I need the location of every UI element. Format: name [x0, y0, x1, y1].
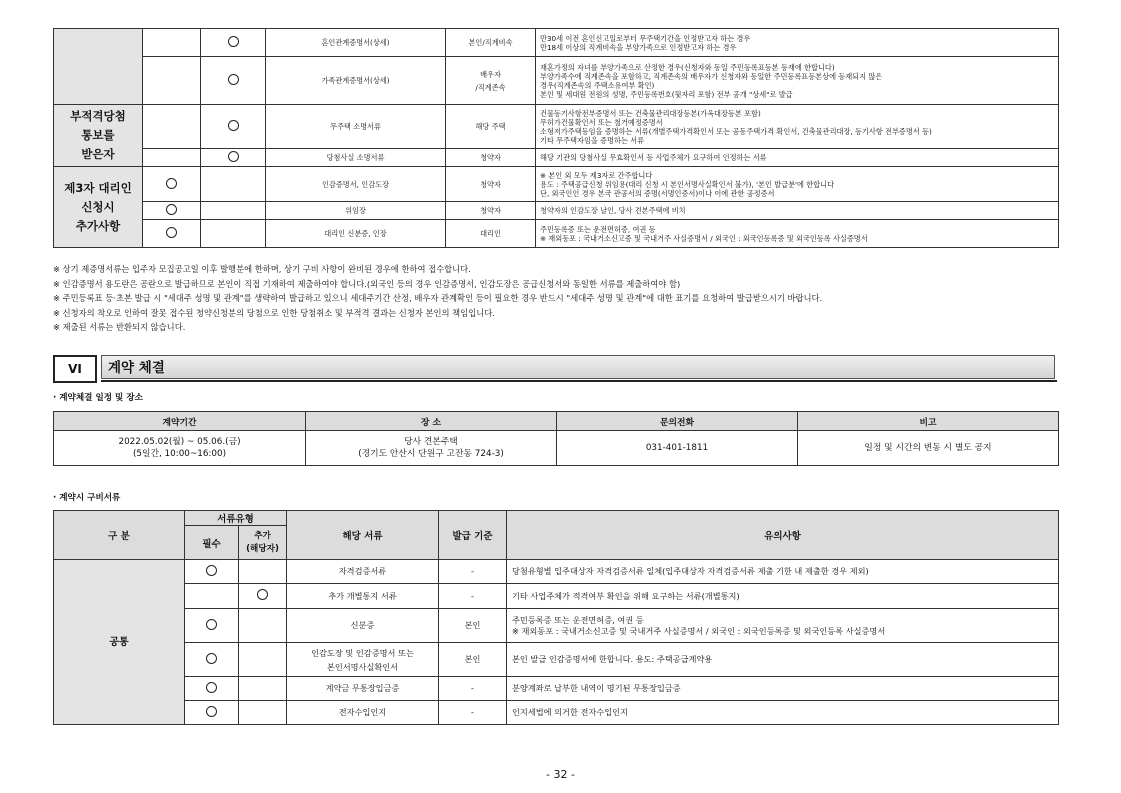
check-cell [239, 560, 287, 584]
column-header: 서류유형 [185, 511, 287, 526]
note-line: 인지세법에 의거한 전자수입인지 [512, 707, 628, 717]
table-row [54, 167, 1059, 202]
table-row [54, 701, 1059, 725]
column-header: 장 소 [306, 412, 557, 431]
doc-name: 인감도장 및 인감증명서 또는 본인서명사실확인서 [287, 643, 439, 677]
schedule-subtitle: · 계약체결 일정 및 장소 [53, 393, 143, 403]
circle-mark-icon [166, 178, 177, 189]
section-rule [101, 380, 1057, 382]
issuer: 본인 [439, 609, 507, 643]
note-line: 만18세 이상의 직계비속을 부양가족으로 인정받고자 하는 경우 [540, 42, 737, 52]
check-cell [185, 609, 239, 643]
place-line: (경기도 안산시 단원구 고잔동 724-3) [358, 449, 504, 459]
column-header: 발급 기준 [439, 511, 507, 560]
period-line: (5일간, 10:00~16:00) [132, 449, 227, 459]
check-cell [201, 105, 266, 149]
table-row [54, 149, 1059, 167]
circle-mark-icon [166, 227, 177, 238]
doc-name: 전자수입인지 [287, 701, 439, 725]
note-line: 건물등기사항전부증명서 또는 건축물관리대장등본(가옥대장등본 포함) [540, 108, 761, 118]
circle-mark-icon [206, 706, 217, 717]
issuer: - [439, 677, 507, 701]
circle-mark-icon [257, 589, 268, 600]
check-cell [201, 202, 266, 220]
note-line: 무허가건물확인서 또는 철거예정증명서 [540, 117, 663, 127]
footnote: ※ 제출된 서류는 반환되지 않습니다. [53, 322, 186, 333]
note-line: 재혼가정의 자녀를 부양가족으로 산정한 경우(신청자와 동일 주민등록표등본 등재에 한합니다) [540, 62, 835, 72]
table-row [54, 220, 1059, 248]
contract-docs-table [53, 510, 1059, 725]
note-line: ※ 재외동포 : 국내거소신고증 및 국내거주 사실증명서 / 외국인 : 외국인등록증 및 외국인등록 사실증명서 [512, 625, 886, 636]
doc-name: 자격검증서류 [287, 560, 439, 584]
doc-name: 계약금 무통장입금증 [287, 677, 439, 701]
doc-target: 해당 주택 [446, 105, 536, 149]
note-line: 기타 사업주체가 적격여부 확인을 위해 요구하는 서류(개별통지) [512, 590, 740, 601]
table-row [54, 57, 1059, 105]
note-line: 당첨유형별 입주대상자 자격검증서류 일체(입주대상자 자격검증서류 제출 기한 내 제출한 경우 제외) [512, 566, 869, 576]
group-cell-blank [54, 29, 143, 105]
note-line: 경우(직계존속의 주택소유여부 확인) [540, 80, 655, 90]
contract-schedule-table [53, 411, 1059, 466]
circle-mark-icon [228, 74, 239, 85]
check-cell [201, 167, 266, 202]
contract-period [54, 431, 306, 466]
doc-target: 청약자 [446, 202, 536, 220]
circle-mark-icon [166, 204, 177, 215]
circle-mark-icon [206, 565, 217, 576]
column-header: 필수 [185, 526, 239, 560]
check-cell [185, 584, 239, 609]
note-line: 본인 및 세대원 전원의 성명, 주민등록번호(뒷자리 포함) 전부 공개 "상세"로 발급 [540, 89, 793, 99]
note-line: ※ 재외동포 : 국내거소신고증 및 국내거주 사실증명서 / 외국인 : 외국인등록증 및 외국인등록 사실증명서 [540, 233, 868, 243]
doc-name: 대리인 신분증, 인장 [266, 220, 446, 248]
doc-name: 무주택 소명서류 [266, 105, 446, 149]
note-line: 단, 외국인인 경우 본국 관공서의 증명(서명인증서)이나 이에 관한 공정증서 [540, 188, 775, 198]
column-header: 계약기간 [54, 412, 306, 431]
note-line: ※ 본인 외 모두 제3자로 간주합니다 [540, 170, 653, 180]
note-line: 부양가족수에 직계존속을 포함하고, 직계존속의 배우자가 신청자와 동일한 주민등록표등본상에 등재되지 않은 [540, 71, 883, 81]
note-line: 해당 기관의 당첨사실 무효확인서 등 사업주체가 요구하여 인정하는 서류 [540, 153, 767, 162]
column-header: 문의전화 [557, 412, 798, 431]
note-line: 만30세 이전 혼인신고일로부터 무주택기간을 인정받고자 하는 경우 [540, 33, 751, 43]
section-header [53, 355, 1057, 381]
check-cell [201, 57, 266, 105]
check-cell [239, 584, 287, 609]
footnote: ※ 인감증명서 용도란은 공란으로 발급하므로 본인이 직접 기재하여 제출하여야 합니다.(외국인 등의 경우 인감증명서, 인감도장은 공급신청서와 동일한 서류를 제출하여야 함) [53, 278, 681, 289]
circle-mark-icon [206, 682, 217, 693]
footnote: ※ 주민등록표 등·초본 발급 시 "세대주 성명 및 관계"를 생략하여 발급하고 있으니 세대주기간 산정, 배우자 관계확인 등이 필요한 경우 반드시 "세대주 성명 및 관계"에 대한 표기를 요청하여 발급받으시기 바랍니다. [53, 293, 823, 304]
table-header-row [54, 412, 1059, 431]
table-row [54, 29, 1059, 57]
circle-mark-icon [206, 653, 217, 664]
doc-name: 신분증 [287, 609, 439, 643]
column-header: 비고 [798, 412, 1059, 431]
note-line: 소형저가주택등임을 증명하는 서류(개별주택가격확인서 또는 공동주택가격 확인서, 건축물관리대장, 등기사항 전부증명서 등) [540, 126, 932, 136]
check-cell [239, 677, 287, 701]
check-cell [185, 677, 239, 701]
issuer: - [439, 701, 507, 725]
table-row [54, 431, 1059, 466]
group-common: 공통 [54, 560, 185, 725]
doc-name: 추가 개별통지 서류 [287, 584, 439, 609]
page-number: - 32 - [546, 768, 575, 781]
section-title: 계약 체결 [101, 355, 1055, 379]
doc-name: 혼인관계증명서(상세) [266, 29, 446, 57]
check-cell [201, 29, 266, 57]
note-line: 용도 : 주택공급신청 위임용(대리 신청 시 본인서명사실확인서 불가), '본인 발급분'에 한합니다 [540, 179, 835, 189]
footnote: ※ 신청자의 착오로 인하여 잘못 접수된 청약신청분의 당첨으로 인한 당첨취소 및 부적격 결과는 신청자 본인의 책임입니다. [53, 307, 495, 318]
place-line: 당사 견본주택 [404, 437, 458, 447]
group-unfit-winner: 부적격당첨 통보를 받은자 [54, 105, 143, 167]
issuer: - [439, 560, 507, 584]
doc-target: 본인/직계비속 [446, 29, 536, 57]
check-cell [185, 643, 239, 677]
check-cell [143, 220, 201, 248]
check-cell [143, 167, 201, 202]
contact-phone: 031-401-1811 [557, 431, 798, 466]
table-row [54, 560, 1059, 584]
check-cell [143, 202, 201, 220]
column-header: 유의사항 [507, 511, 1059, 560]
check-cell [185, 701, 239, 725]
doc-name: 위임장 [266, 202, 446, 220]
check-cell [143, 29, 201, 57]
circle-mark-icon [228, 36, 239, 47]
circle-mark-icon [206, 619, 217, 630]
check-cell [143, 105, 201, 149]
footnotes [53, 262, 822, 335]
note-line: 주민등록증 또는 운전면허증, 여권 등 [512, 614, 644, 625]
note-line: 기타 무주택자임을 증명하는 서류 [540, 135, 645, 145]
check-cell [201, 220, 266, 248]
doc-target: 청약자 [446, 167, 536, 202]
table-row [54, 609, 1059, 643]
check-cell [143, 149, 201, 167]
check-cell [239, 609, 287, 643]
check-cell [185, 560, 239, 584]
issuer: 본인 [439, 643, 507, 677]
column-header: 구 분 [54, 511, 185, 560]
table-row [54, 202, 1059, 220]
note-line: 분양계좌로 납부한 내역이 명기된 무통장입금증 [512, 683, 681, 693]
doc-name: 인감증명서, 인감도장 [266, 167, 446, 202]
check-cell [239, 701, 287, 725]
section-number: VI [53, 355, 97, 383]
table-row [54, 643, 1059, 677]
remark: 일정 및 시간의 변동 시 별도 공지 [798, 431, 1059, 466]
doc-target: 배우자 /직계존속 [446, 57, 536, 105]
note-line: 청약자의 인감도장 날인, 당사 견본주택에 비치 [540, 206, 686, 215]
required-docs-table [53, 28, 1059, 248]
table-row [54, 584, 1059, 609]
check-cell [201, 149, 266, 167]
circle-mark-icon [228, 120, 239, 131]
doc-name: 가족관계증명서(상세) [266, 57, 446, 105]
table-row [54, 105, 1059, 149]
check-cell [239, 643, 287, 677]
note-line: 본인 발급 인감증명서에 한합니다. 용도: 주택공급계약용 [512, 654, 713, 664]
check-cell [143, 57, 201, 105]
issuer: - [439, 584, 507, 609]
group-proxy-applicant: 제3자 대리인 신청시 추가사항 [54, 167, 143, 248]
doc-target: 청약자 [446, 149, 536, 167]
table-header-row [54, 511, 1059, 526]
column-header: 추가 (해당자) [239, 526, 287, 560]
table-row [54, 677, 1059, 701]
footnote: ※ 상기 제증명서류는 입주자 모집공고일 이후 발행분에 한하며, 상기 구비 사항이 완비된 경우에 한하여 접수합니다. [53, 264, 471, 274]
column-header: 해당 서류 [287, 511, 439, 560]
period-line: 2022.05.02(월) ~ 05.06.(금) [118, 437, 241, 447]
docs-subtitle: · 계약시 구비서류 [53, 493, 121, 503]
contract-place [306, 431, 557, 466]
doc-target: 대리인 [446, 220, 536, 248]
note-line: 주민등록증 또는 운전면허증, 여권 등 [540, 224, 656, 234]
circle-mark-icon [228, 151, 239, 162]
doc-name: 당첨사실 소명서류 [266, 149, 446, 167]
